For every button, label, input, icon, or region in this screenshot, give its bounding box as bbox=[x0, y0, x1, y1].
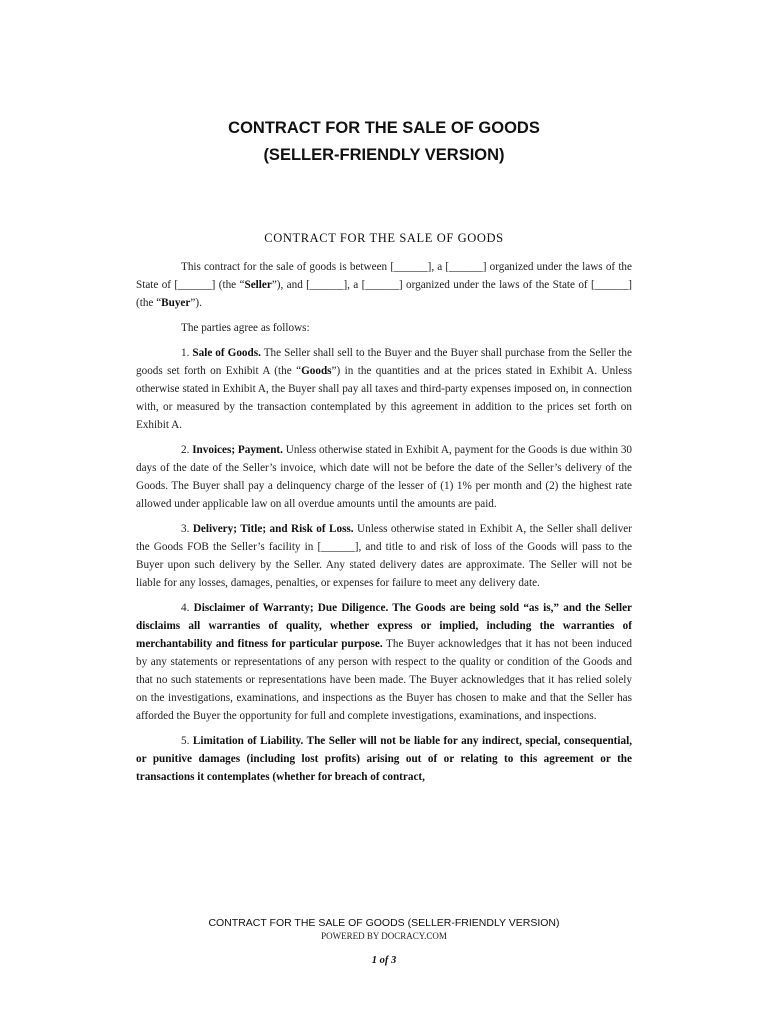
contract-body bbox=[136, 258, 632, 793]
page-number: 1 of 3 bbox=[371, 955, 397, 966]
contract-heading: CONTRACT FOR THE SALE OF GOODS bbox=[264, 231, 504, 245]
seller-defined-term: Seller bbox=[244, 279, 272, 291]
section-5 bbox=[136, 732, 632, 786]
goods-defined-term: Goods bbox=[301, 365, 332, 377]
intro-paragraph bbox=[136, 258, 632, 312]
section-1-title: Sale of Goods. bbox=[192, 347, 261, 359]
footer-powered-by: POWERED BY DOCRACY.COM bbox=[321, 931, 447, 941]
section-4 bbox=[136, 599, 632, 725]
section-3 bbox=[136, 520, 632, 592]
section-5-liability-text: The Seller will not be liable for any indirect, special, consequential, or punitive damages (including lost profits) arising out of or relating to this agreement or the transactions it contemplates (whether for breach of contract, bbox=[136, 735, 633, 783]
section-1-number: 1. bbox=[181, 347, 193, 359]
section-3-number: 3. bbox=[181, 523, 193, 535]
section-2-title: Invoices; Payment. bbox=[192, 444, 283, 456]
section-4-disclaimer-text: The Goods are being sold “as is,” and the Seller disclaims all warranties of quality, whether express or implied, including the warranties of merchantability and fitness for particular purpose. bbox=[136, 602, 633, 650]
section-4-number: 4. bbox=[181, 602, 194, 614]
buyer-defined-term: Buyer bbox=[161, 297, 191, 309]
section-2-number: 2. bbox=[181, 444, 193, 456]
section-2-text: Unless otherwise stated in Exhibit A, payment for the Goods is due within 30 days of the date of the Seller’s invoice, which date will not be before the date of the Seller’s delivery of the Goods. The Buyer shall pay a delinquency charge of the lesser of (1) 1% per month and (2) the highest rate allowed under applicable law on all overdue amounts until the amounts are paid. bbox=[136, 444, 633, 510]
intro-text-1: This contract for the sale of goods is between [______], a [______] organized under the laws of the State of [______] (the “ bbox=[136, 261, 632, 291]
section-3-text: Unless otherwise stated in Exhibit A, the Seller shall deliver the Goods FOB the Seller’s facility in [______], and title to and risk of loss of the Goods will pass to the Buyer upon such delivery by the Seller. Any stated delivery dates are approximate. The Seller will not be liable for any losses, damages, penalties, or expenses for failure to meet any delivery date. bbox=[136, 523, 632, 589]
section-4-title: Disclaimer of Warranty; Due Diligence. bbox=[193, 602, 389, 614]
intro-text-2: ”), and [______], a [______] organized under the laws of the State of [______] (the “ bbox=[136, 279, 633, 309]
section-1-text-2: ”) in the quantities and at the prices stated in Exhibit A. Unless otherwise stated in Exhibit A, the Buyer shall pay all taxes and third-party expenses imposed on, in connection with, or measured by the transaction contemplated by this agreement in addition to the prices set forth on Exhibit A. bbox=[136, 365, 632, 431]
section-3-title: Delivery; Title; and Risk of Loss. bbox=[192, 523, 354, 535]
agreement-statement: The parties agree as follows: bbox=[181, 322, 310, 334]
document-title-line-2: (SELLER-FRIENDLY VERSION) bbox=[263, 146, 505, 164]
section-4-text: The Buyer acknowledges that it has not been induced by any statements or representations of any person with respect to the quality or condition of the Goods and that no such statements or representations have been made. The Buyer acknowledges that it has relied solely on the investigations, examinations, and inspections as the Buyer has chosen to make and that the Seller has afforded the Buyer the opportunity for full and complete investigations, examinations, and inspections. bbox=[136, 638, 633, 722]
document-title-line-1: CONTRACT FOR THE SALE OF GOODS bbox=[228, 119, 540, 137]
section-5-title: Limitation of Liability. bbox=[192, 735, 304, 747]
section-1 bbox=[136, 344, 632, 434]
section-2 bbox=[136, 441, 632, 513]
footer-document-title: CONTRACT FOR THE SALE OF GOODS (SELLER-FRIENDLY VERSION) bbox=[208, 917, 560, 929]
intro-text-3: ”). bbox=[190, 297, 202, 309]
section-1-text-1: The Seller shall sell to the Buyer and the Buyer shall purchase from the Seller the goods set forth on Exhibit A (the “ bbox=[136, 347, 632, 377]
section-5-number: 5. bbox=[181, 735, 193, 747]
